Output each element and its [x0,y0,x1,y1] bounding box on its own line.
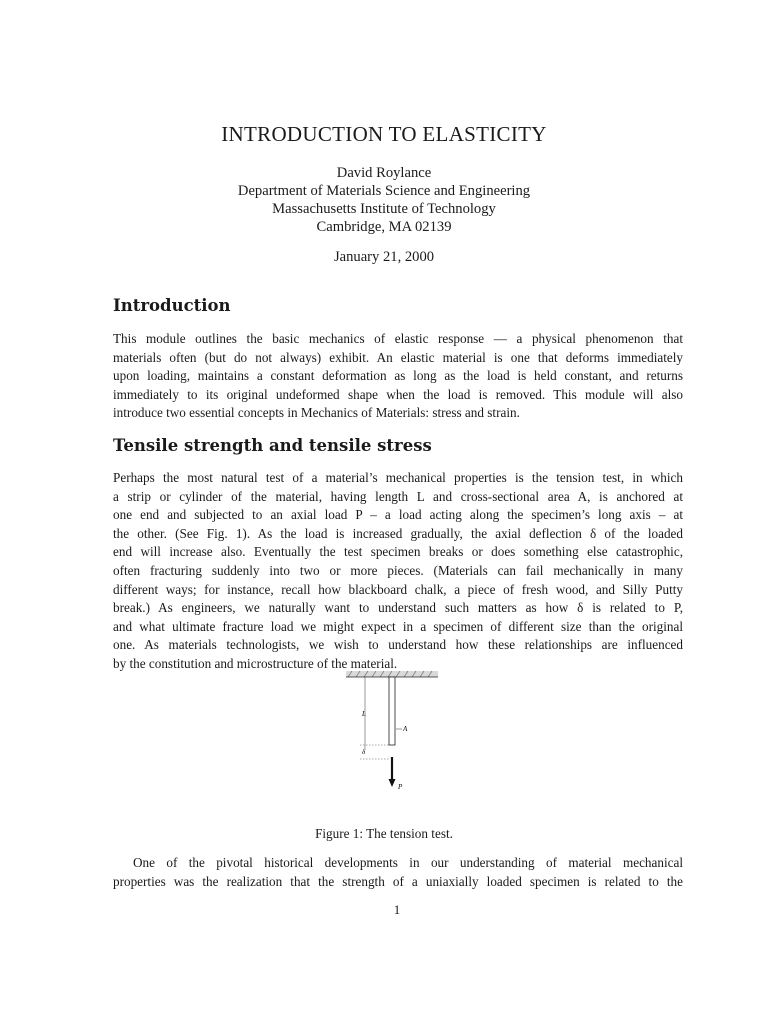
paragraph-line: immediately to its original undeformed shape when the load is removed. This module will also [113,386,683,402]
fixed-support [346,671,438,677]
paragraph-line: introduce two essential concepts in Mechanics of Materials: stress and strain. [113,405,520,421]
paragraph-line: one. As materials technologists, we wish to understand how these relationships are influenced [113,637,683,653]
paragraph-line: upon loading, maintains a constant deformation as long as the load is held constant, and returns [113,368,683,384]
paragraph-line: and what ultimate fracture load we might expect in a specimen of different size than the original [113,618,683,634]
historical-paragraph [113,854,683,891]
tension-test-diagram [340,665,440,795]
paragraph-line: Perhaps the most natural test of a material’s mechanical properties is the tension test, in which [113,470,683,485]
label-area: A [403,725,408,733]
paragraph-line: This module outlines the basic mechanics of elastic response — a physical phenomenon that [113,331,683,346]
affiliation-line: Department of Materials Science and Engineering [237,183,531,199]
author-name: David Roylance [336,165,432,181]
paragraph-line: by the constitution and microstructure of the material. [113,655,398,671]
paragraph-line: properties was the realization that the strength of a uniaxially loaded specimen is related to the [113,873,683,889]
author-block [0,164,768,236]
page-number: 1 [393,902,401,917]
affiliation-line: Cambridge, MA 02139 [316,219,452,235]
paragraph-line: the other. (See Fig. 1). As the load is increased gradually, the axial deflection δ of the loaded [113,525,683,541]
figure-caption: Figure 1: The tension test. [315,826,453,841]
section-heading-introduction: Introduction [113,296,231,315]
paragraph-line: a strip or cylinder of the material, having length L and cross-sectional area A, is anchored at [113,488,683,504]
paragraph-line: different ways; for instance, recall how blackboard chalk, a piece of fresh wood, and Silly Putty [113,581,683,597]
paragraph-line: end will increase also. Eventually the test specimen breaks or does something else catastrophic, [113,544,683,560]
label-length: L [362,710,366,718]
introduction-paragraph [113,330,683,423]
paragraph-line: One of the pivotal historical developments in our understanding of material mechanical [133,855,683,870]
paragraph-line: break.) As engineers, we naturally want to understand such matters as how δ is related to P, [113,600,683,616]
affiliation-line: Massachusetts Institute of Technology [272,201,496,217]
specimen-bar [389,677,395,745]
paragraph-line: materials often (but do not always) exhibit. An elastic material is one that deforms immediately [113,349,683,365]
label-load: P [398,783,403,791]
paragraph-line: one end and subjected to an axial load P – a load acting along the specimen’s long axis – at [113,507,683,523]
paper-date: January 21, 2000 [333,249,435,265]
load-arrow-head [389,779,396,787]
paragraph-line: often fracturing suddenly into two or more pieces. (Materials can fail mechanically in many [113,562,683,578]
section-heading-tensile: Tensile strength and tensile stress [113,436,432,455]
paper-title: INTRODUCTION TO ELASTICITY [221,122,547,146]
label-deflection: δ [362,748,366,756]
tension-test-figure [340,665,440,795]
tensile-paragraph [113,469,683,674]
